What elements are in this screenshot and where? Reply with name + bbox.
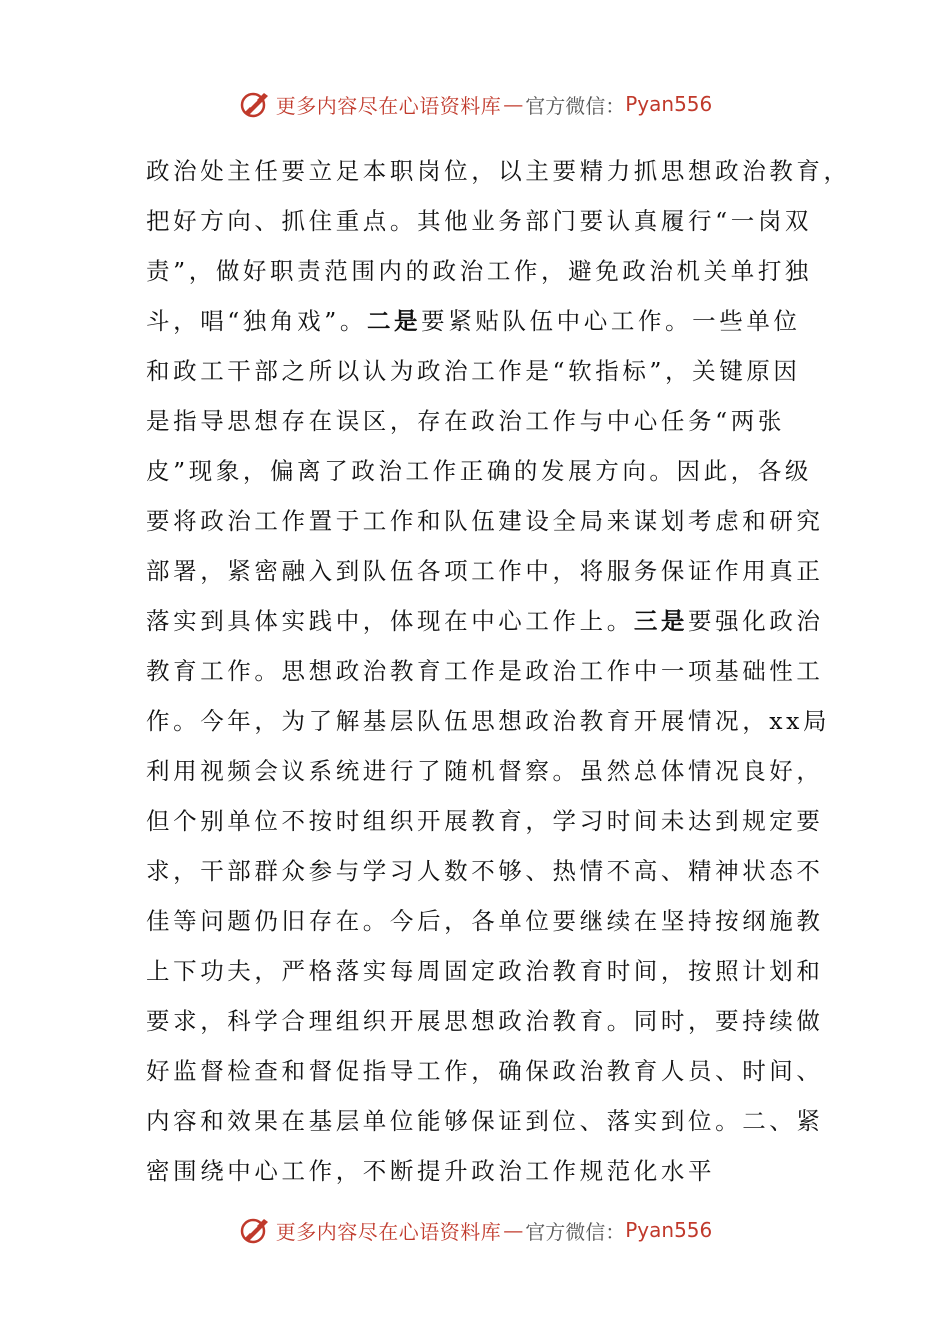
document-body [146,146,851,1196]
text-line: 好监督检查和督促指导工作，确保政治教育人员、时间、 [146,1057,824,1085]
text-line: 政治处主任要立足本职岗位，以主要精力抓思想政治教育， [146,157,851,185]
text-line: 上下功夫，严格落实每周固定政治教育时间，按照计划和 [146,957,824,985]
text-line: 密围绕中心工作，不断提升政治工作规范化水平 [146,1157,716,1185]
text-line: 但个别单位不按时组织开展教育，学习时间未达到规定要 [146,807,824,835]
banner-suffix: 官方微信： [525,1219,626,1244]
text-line: 皮”现象，偏离了政治工作正确的发展方向。因此，各级 [146,457,813,485]
bold-marker: 二是 [366,307,422,335]
text-line: 求，干部群众参与学习人数不够、热情不高、精神状态不 [146,857,824,885]
text-line: 部署，紧密融入到队伍各项工作中，将服务保证作用真正 [146,557,824,585]
pen-circle-logo-icon [238,87,272,121]
text-line: 利用视频会议系统进行了随机督察。虽然总体情况良好， [146,757,824,785]
text-line: 内容和效果在基层单位能够保证到位、落实到位。二、紧 [146,1107,824,1135]
bold-marker: 三是 [633,607,689,635]
banner-title: 更多内容尽在心语资料库 [275,93,502,118]
banner-suffix: 官方微信： [525,93,626,118]
text-segment: 要紧贴队伍中心工作。一些单位 [421,307,801,335]
banner-wechat-id: Pyan556 [625,1218,713,1242]
text-line: 要求，科学合理组织开展思想政治教育。同时，要持续做 [146,1007,824,1035]
text-line: 要将政治工作置于工作和队伍建设全局来谋划考虑和研究 [146,507,824,535]
footer-banner [0,1210,950,1250]
text-line: 教育工作。思想政治教育工作是政治工作中一项基础性工 [146,657,824,685]
text-line: 佳等问题仍旧存在。今后，各单位要继续在坚持按纲施教 [146,907,824,935]
banner-separator: — [503,92,524,116]
text-line: 把好方向、抓住重点。其他业务部门要认真履行“一岗双 [146,207,813,235]
text-segment: 要强化政治 [688,607,824,635]
text-line [146,296,806,346]
pen-circle-logo-icon [238,1213,272,1247]
text-line: 责”，做好职责范围内的政治工作，避免政治机关单打独 [146,257,813,285]
banner-wechat-id: Pyan556 [625,92,713,116]
banner-title: 更多内容尽在心语资料库 [275,1219,502,1244]
text-line: 是指导思想存在误区，存在政治工作与中心任务“两张 [146,407,785,435]
text-line [146,596,824,646]
text-segment: 斗，唱“独角戏”。 [146,307,367,335]
text-segment: 落实到具体实践中，体现在中心工作上。 [146,607,634,635]
header-banner [0,84,950,124]
banner-separator: — [503,1218,524,1242]
text-line: 作。今年，为了解基层队伍思想政治教育开展情况，xx局 [146,707,831,735]
text-line: 和政工干部之所以认为政治工作是“软指标”，关键原因 [146,357,801,385]
